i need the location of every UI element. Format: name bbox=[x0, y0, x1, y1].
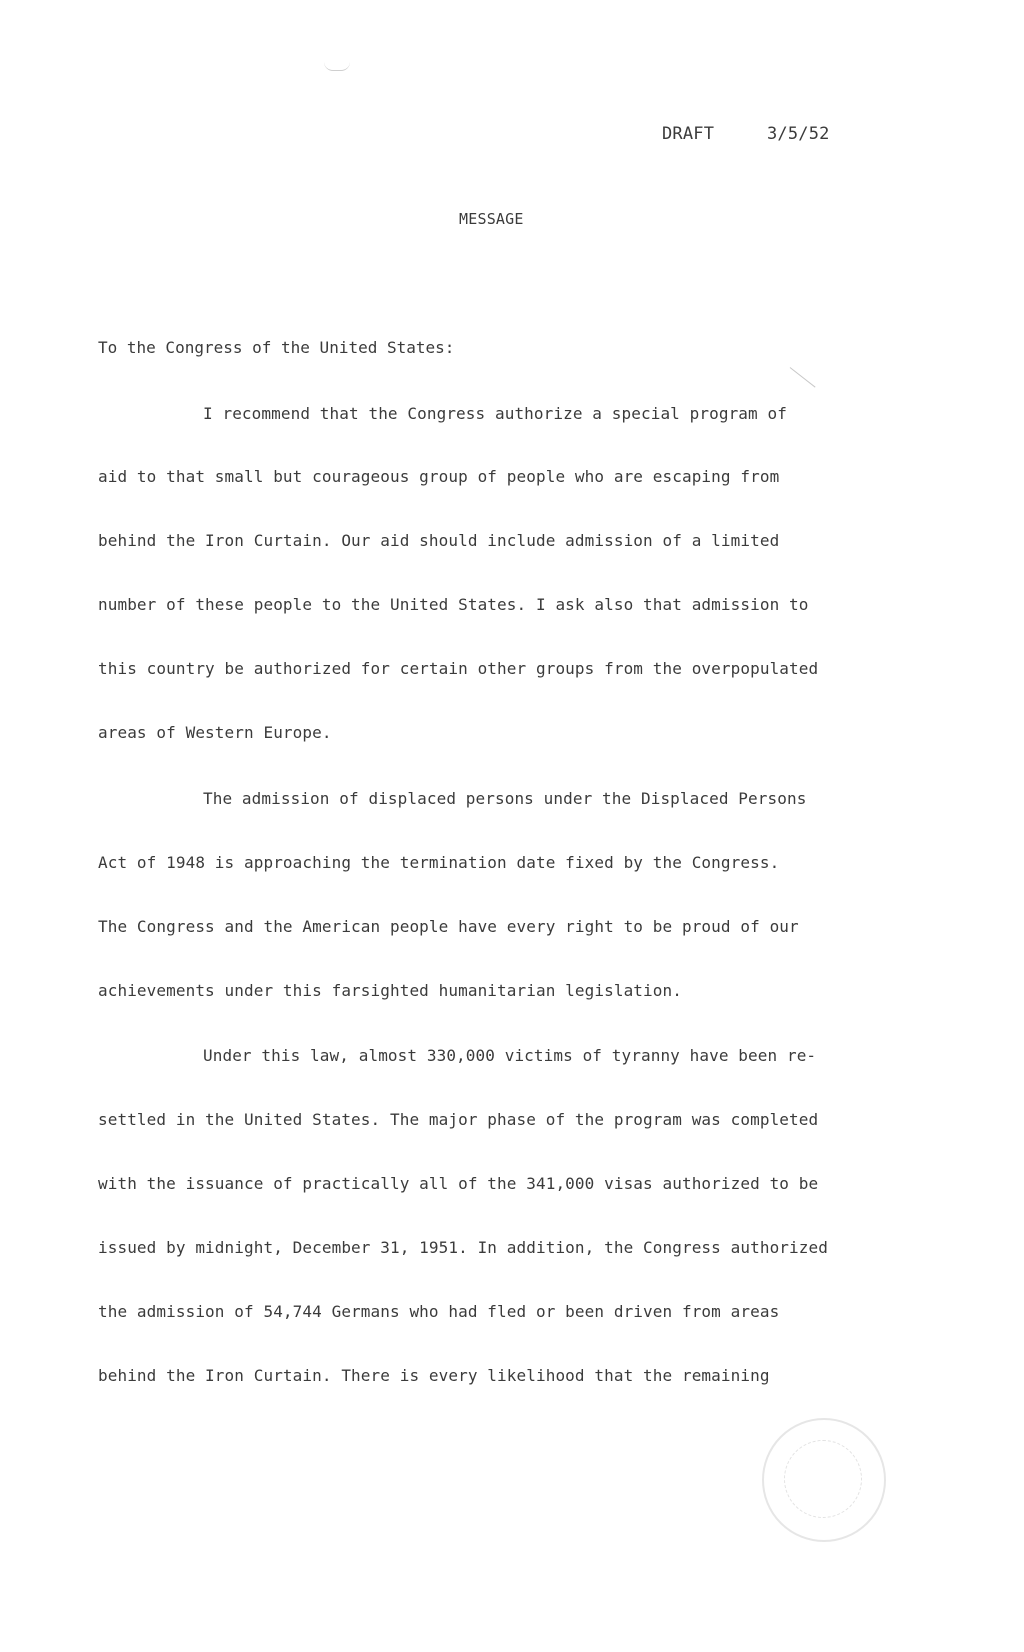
body-line: I recommend that the Congress authorize a special program of bbox=[203, 404, 787, 423]
body-line: Act of 1948 is approaching the termination date fixed by the Congress. bbox=[98, 853, 780, 872]
body-line: issued by midnight, December 31, 1951. In addition, the Congress authorized bbox=[98, 1238, 828, 1257]
draft-label: DRAFT bbox=[662, 124, 715, 144]
document-header bbox=[662, 124, 882, 148]
body-line: number of these people to the United States. I ask also that admission to bbox=[98, 595, 809, 614]
archive-stamp bbox=[762, 1418, 886, 1542]
body-line: The admission of displaced persons under the Displaced Persons bbox=[203, 789, 807, 808]
body-line: aid to that small but courageous group of people who are escaping from bbox=[98, 467, 780, 486]
body-line: settled in the United States. The major phase of the program was completed bbox=[98, 1110, 819, 1129]
document-title: MESSAGE bbox=[459, 210, 524, 228]
body-line: achievements under this farsighted humanitarian legislation. bbox=[98, 981, 682, 1000]
body-line: with the issuance of practically all of the 341,000 visas authorized to be bbox=[98, 1174, 819, 1193]
paper-mark bbox=[790, 367, 816, 387]
salutation: To the Congress of the United States: bbox=[98, 338, 455, 357]
body-line: The Congress and the American people have every right to be proud of our bbox=[98, 917, 799, 936]
body-line: this country be authorized for certain other groups from the overpopulated bbox=[98, 659, 819, 678]
body-line: Under this law, almost 330,000 victims of tyranny have been re- bbox=[203, 1046, 817, 1065]
body-line: areas of Western Europe. bbox=[98, 723, 332, 742]
body-line: behind the Iron Curtain. Our aid should include admission of a limited bbox=[98, 531, 780, 550]
body-line: the admission of 54,744 Germans who had fled or been driven from areas bbox=[98, 1302, 780, 1321]
paper-mark bbox=[324, 62, 350, 71]
body-line: behind the Iron Curtain. There is every likelihood that the remaining bbox=[98, 1366, 770, 1385]
draft-date: 3/5/52 bbox=[767, 124, 830, 144]
